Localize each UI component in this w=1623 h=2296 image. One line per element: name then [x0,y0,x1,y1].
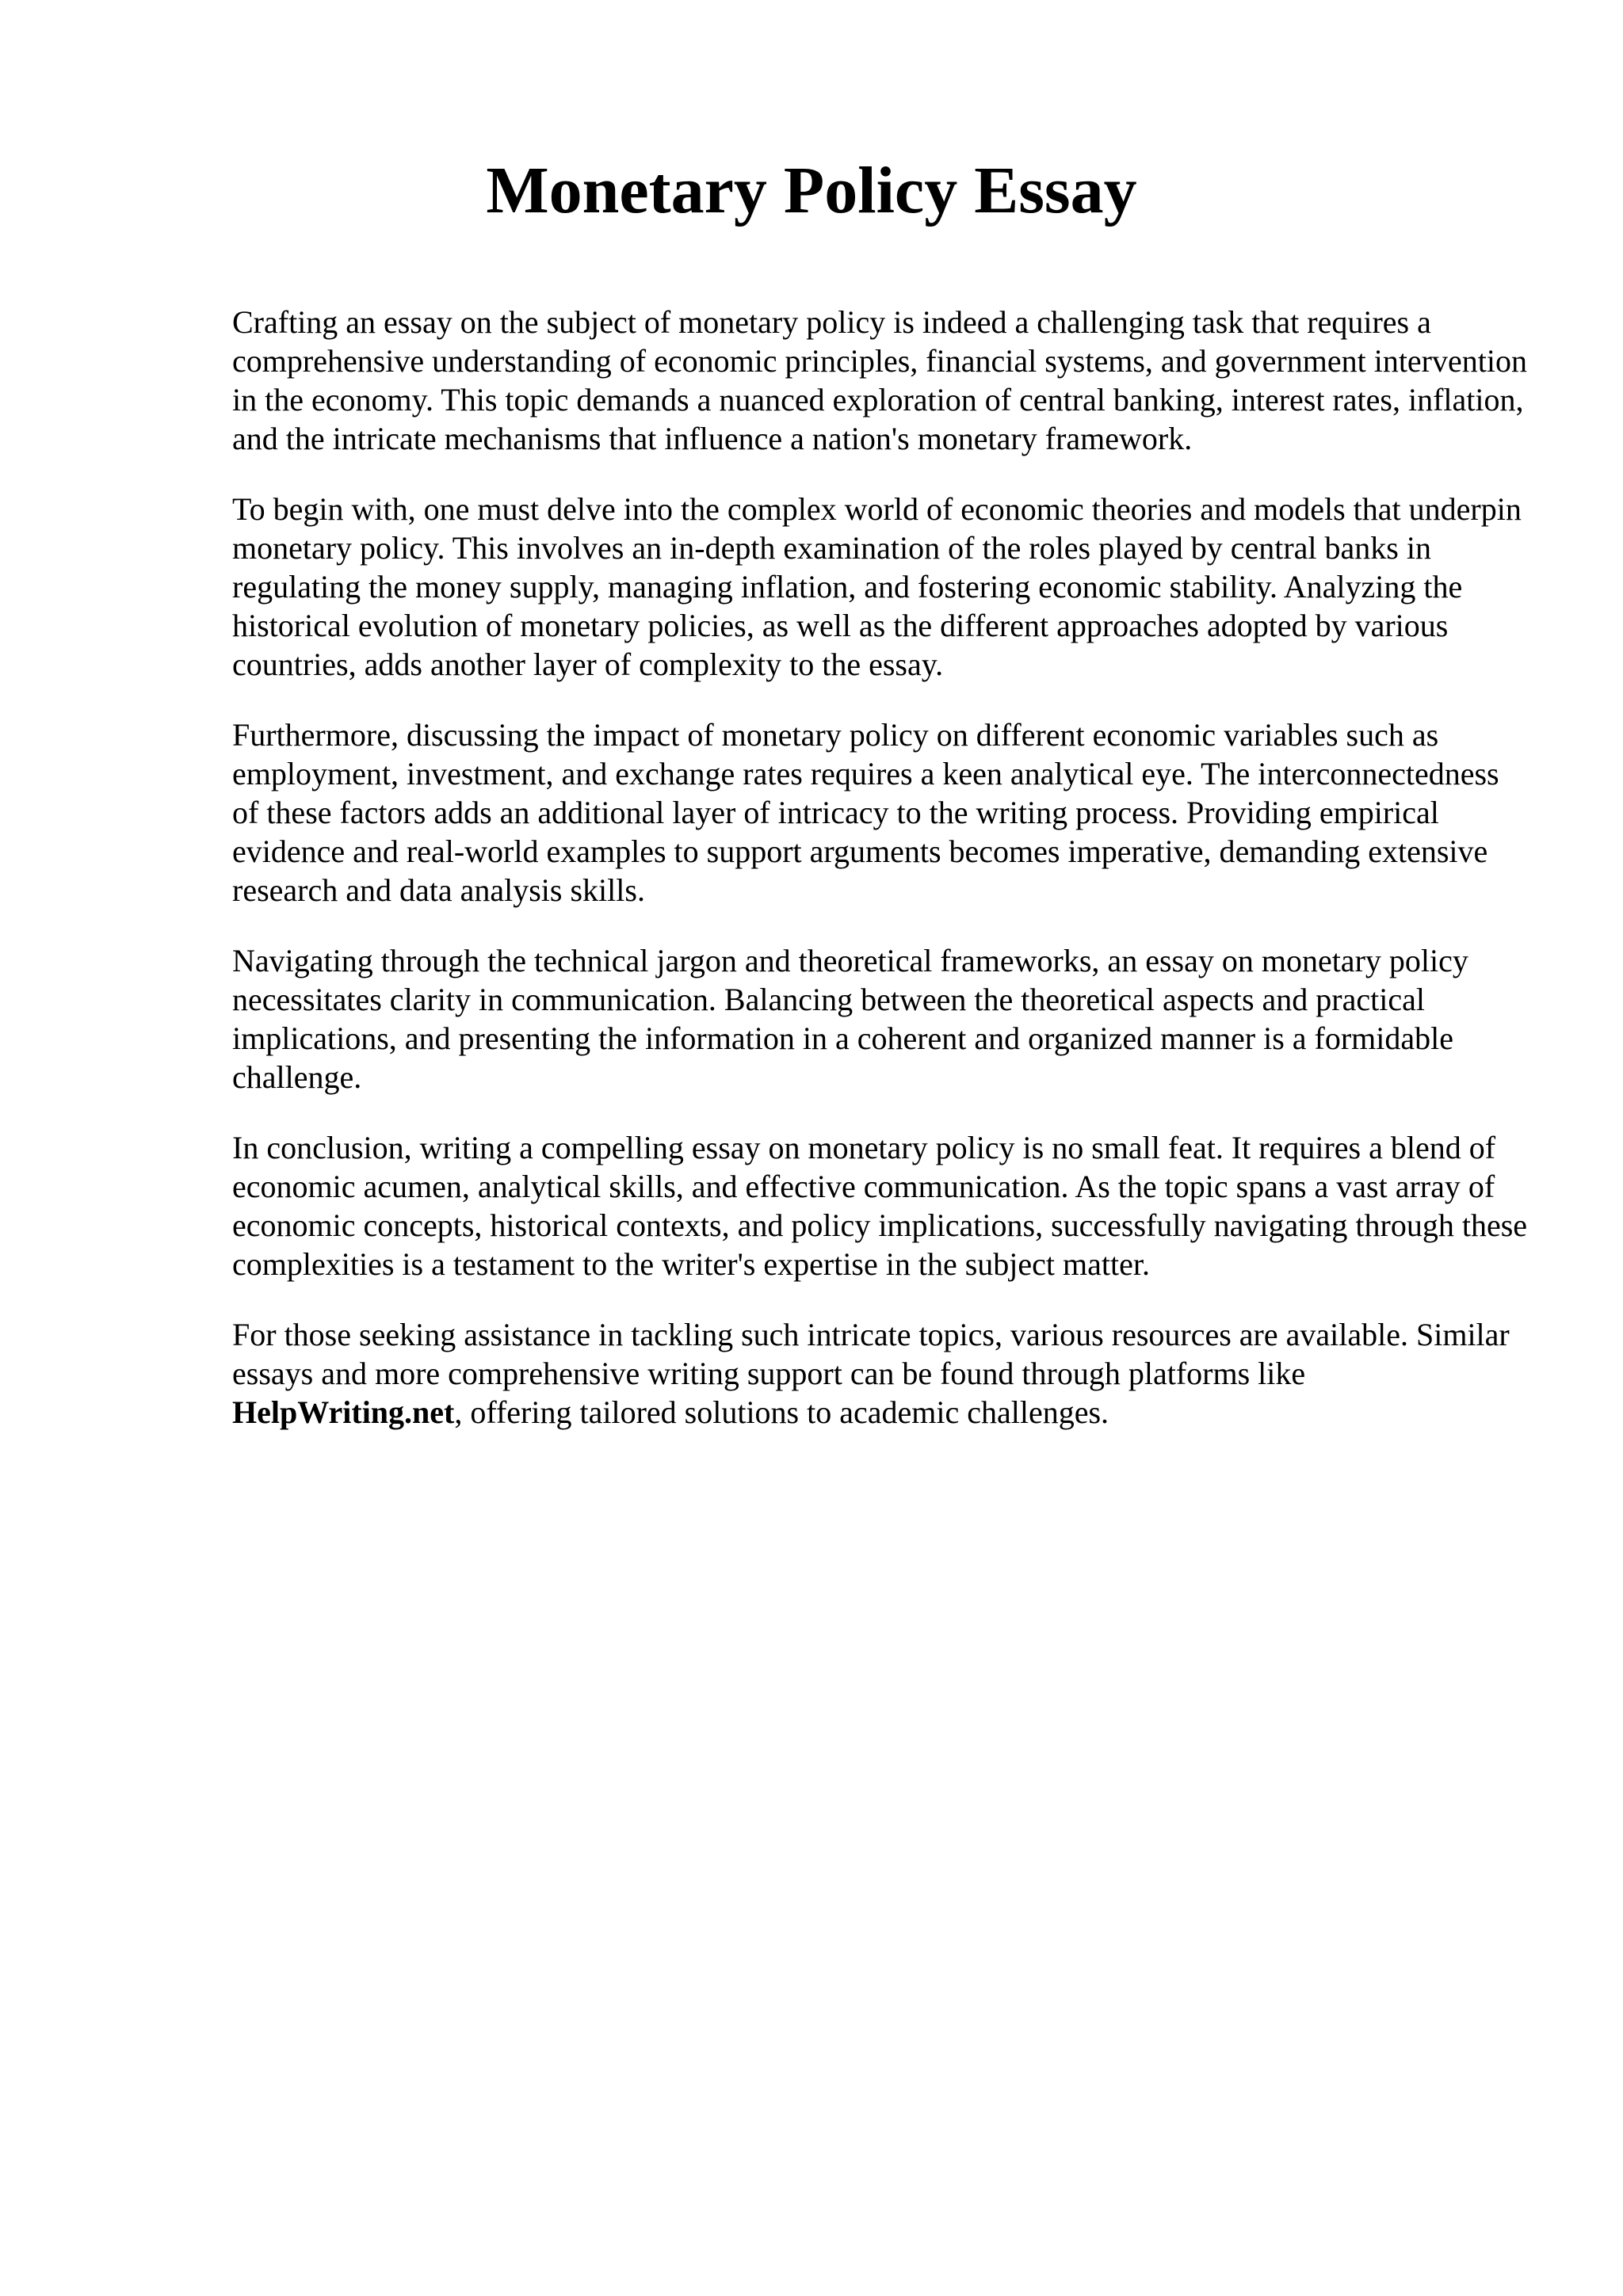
paragraph-5: In conclusion, writing a compelling essay on monetary policy is no small feat. It requires a blend of economic acumen, analytical skills, and effective communication. As the topic spans a vast array of economic concepts, historical contexts, and policy implications, successfully navigating through these complexities is a testament to the writer's expertise in the subject matter. [232,1130,1528,1282]
paragraph-4: Navigating through the technical jargon and theoretical frameworks, an essay on monetary policy necessitates clarity in communication. Balancing between the theoretical aspects and practical implications, and presenting the information in a coherent and organized manner is a formidable challenge. [232,943,1468,1095]
helpwriting-brand-name: HelpWriting.net [232,1394,455,1430]
document-title: Monetary Policy Essay [486,154,1137,227]
document-body [232,303,1532,1463]
paragraph-1: Crafting an essay on the subject of monetary policy is indeed a challenging task that requires a comprehensive understanding of economic principles, financial systems, and government intervention in the economy. This topic demands a nuanced exploration of central banking, interest rates, inflation, and the intricate mechanisms that influence a nation's monetary framework. [232,304,1527,456]
closing-tail-text: , offering tailored solutions to academic challenges. [454,1394,1109,1430]
closing-lead-text: For those seeking assistance in tackling such intricate topics, various resources are available. Similar essays and more comprehensive writing support can be found through platforms like [232,1317,1510,1391]
closing-paragraph [232,1315,1532,1432]
paragraph-2: To begin with, one must delve into the complex world of economic theories and models that underpin monetary policy. This involves an in-depth examination of the roles played by central banks in regulating the money supply, managing inflation, and fostering economic stability. Analyzing the historical evolution of monetary policies, as well as the different approaches adopted by various countries, adds another layer of complexity to the essay. [232,491,1522,682]
paragraph-3: Furthermore, discussing the impact of monetary policy on different economic variables such as employment, investment, and exchange rates requires a keen analytical eye. The interconnectedness of these factors adds an additional layer of intricacy to the writing process. Providing empirical evidence and real-world examples to support arguments becomes imperative, demanding extensive research and data analysis skills. [232,717,1499,908]
